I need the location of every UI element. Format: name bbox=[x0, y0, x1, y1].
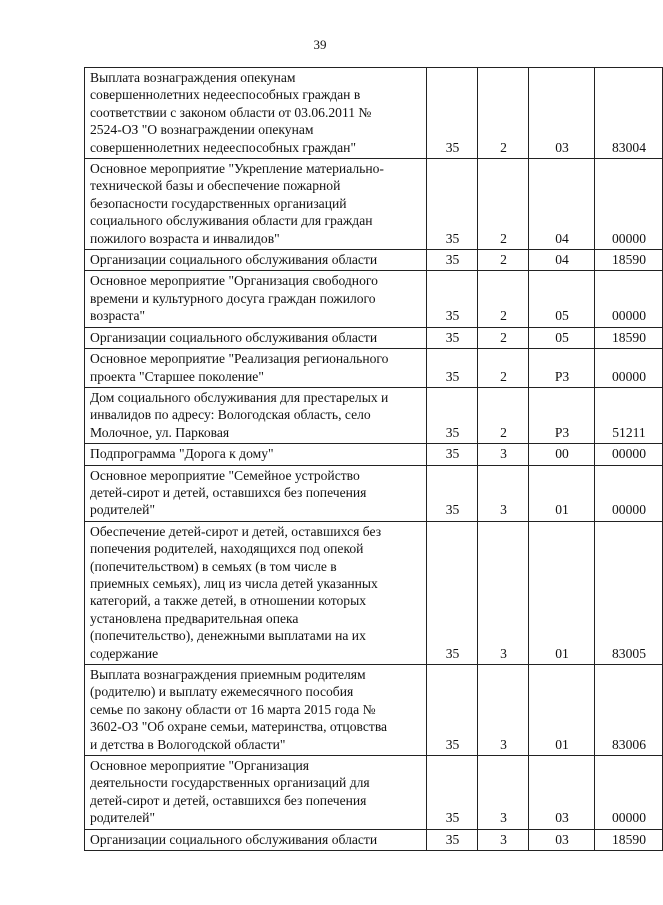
row-code-c1: 35 bbox=[427, 68, 478, 159]
row-name-cell bbox=[85, 829, 427, 850]
row-name-cell bbox=[85, 68, 427, 159]
row-code-c1: 35 bbox=[427, 387, 478, 443]
table-row bbox=[85, 250, 663, 271]
row-code-c4: 00000 bbox=[595, 444, 663, 465]
row-name-text: Выплата вознаграждения приемным родителям (родителю) и выплату ежемесячного пособия семье по закону области от 16 марта 2015 года № 3602-ОЗ "Об охране семьи, материнства, отцовства и детства в Вологодской области" bbox=[90, 667, 388, 752]
row-code-c1: 35 bbox=[427, 271, 478, 327]
row-name-text: Организации социального обслуживания области bbox=[90, 329, 378, 345]
row-name-cell bbox=[85, 159, 427, 250]
table-row bbox=[85, 665, 663, 756]
table-row bbox=[85, 387, 663, 443]
row-code-c2: 3 bbox=[478, 665, 529, 756]
row-code-c4: 00000 bbox=[595, 159, 663, 250]
row-code-c2: 3 bbox=[478, 756, 529, 830]
row-code-c1: 35 bbox=[427, 465, 478, 521]
row-code-c4: 00000 bbox=[595, 271, 663, 327]
row-name-text: Основное мероприятие "Организация деятельности государственных организаций для детей-сирот и детей, оставшихся без попечения родителей" bbox=[90, 758, 370, 826]
row-code-c2: 3 bbox=[478, 444, 529, 465]
row-code-c4: 83006 bbox=[595, 665, 663, 756]
row-name-text: Основное мероприятие "Укрепление материально- технической базы и обеспечение пожарной безопасности государственных организаций социального обслуживания области для граждан пожилого возраста и инвалидов" bbox=[90, 161, 384, 246]
row-code-c1: 35 bbox=[427, 159, 478, 250]
row-name-text: Дом социального обслуживания для престарелых и инвалидов по адресу: Вологодская область, село Молочное, ул. Парковая bbox=[90, 389, 389, 440]
row-code-c2: 2 bbox=[478, 349, 529, 388]
row-code-c1: 35 bbox=[427, 665, 478, 756]
table-row bbox=[85, 349, 663, 388]
row-code-c3: 05 bbox=[529, 271, 595, 327]
row-code-c3: 03 bbox=[529, 829, 595, 850]
row-code-c4: 18590 bbox=[595, 327, 663, 348]
table-row bbox=[85, 444, 663, 465]
row-name-cell bbox=[85, 271, 427, 327]
row-name-text: Организации социального обслуживания области bbox=[90, 831, 378, 847]
row-code-c4: 00000 bbox=[595, 756, 663, 830]
row-code-c3: 01 bbox=[529, 521, 595, 664]
table-row bbox=[85, 271, 663, 327]
row-code-c4: 18590 bbox=[595, 829, 663, 850]
row-code-c1: 35 bbox=[427, 444, 478, 465]
row-code-c3: 01 bbox=[529, 665, 595, 756]
row-code-c2: 2 bbox=[478, 159, 529, 250]
row-code-c2: 2 bbox=[478, 387, 529, 443]
row-name-text: Организации социального обслуживания области bbox=[90, 252, 378, 268]
row-code-c4: 00000 bbox=[595, 349, 663, 388]
row-code-c3: Р3 bbox=[529, 349, 595, 388]
row-code-c3: Р3 bbox=[529, 387, 595, 443]
row-code-c4: 51211 bbox=[595, 387, 663, 443]
row-code-c2: 2 bbox=[478, 327, 529, 348]
budget-classification-table bbox=[84, 67, 663, 851]
page-number: 39 bbox=[313, 37, 327, 52]
table-row bbox=[85, 465, 663, 521]
row-code-c2: 2 bbox=[478, 68, 529, 159]
row-code-c3: 05 bbox=[529, 327, 595, 348]
row-code-c1: 35 bbox=[427, 756, 478, 830]
row-code-c4: 00000 bbox=[595, 465, 663, 521]
table-row bbox=[85, 159, 663, 250]
row-name-text: Основное мероприятие "Семейное устройство детей-сирот и детей, оставшихся без попечения родителей" bbox=[90, 467, 367, 518]
row-name-cell bbox=[85, 327, 427, 348]
row-name-cell bbox=[85, 444, 427, 465]
row-code-c1: 35 bbox=[427, 521, 478, 664]
row-code-c3: 00 bbox=[529, 444, 595, 465]
row-code-c4: 83004 bbox=[595, 68, 663, 159]
row-code-c2: 2 bbox=[478, 271, 529, 327]
table-body bbox=[85, 68, 663, 851]
table-row bbox=[85, 68, 663, 159]
row-code-c2: 2 bbox=[478, 250, 529, 271]
row-name-cell bbox=[85, 387, 427, 443]
row-code-c4: 18590 bbox=[595, 250, 663, 271]
row-name-cell bbox=[85, 349, 427, 388]
row-name-cell bbox=[85, 521, 427, 664]
row-name-cell bbox=[85, 465, 427, 521]
row-code-c2: 3 bbox=[478, 829, 529, 850]
row-name-cell bbox=[85, 756, 427, 830]
row-code-c1: 35 bbox=[427, 829, 478, 850]
row-name-text: Выплата вознаграждения опекунам совершеннолетних недееспособных граждан в соответствии с законом области от 03.06.2011 № 2524-ОЗ "О вознаграждении опекунам совершеннолетних недееспособных граждан" bbox=[90, 70, 372, 155]
table-row bbox=[85, 327, 663, 348]
row-name-text: Обеспечение детей-сирот и детей, оставшихся без попечения родителей, находящихся под опекой (попечительством) в семьях (в том числе в приемных семьях), лиц из числа детей указанных категорий, а также детей, в отношении которых установлена предварительная опека (попечительство), денежными выплатами на их содержание bbox=[90, 523, 382, 661]
row-name-text: Подпрограмма "Дорога к дому" bbox=[90, 446, 274, 462]
row-code-c4: 83005 bbox=[595, 521, 663, 664]
table-row bbox=[85, 521, 663, 664]
row-code-c3: 04 bbox=[529, 250, 595, 271]
row-name-text: Основное мероприятие "Организация свободного времени и культурного досуга граждан пожилого возраста" bbox=[90, 273, 378, 324]
row-code-c1: 35 bbox=[427, 327, 478, 348]
table-row bbox=[85, 829, 663, 850]
row-code-c1: 35 bbox=[427, 250, 478, 271]
table-row bbox=[85, 756, 663, 830]
row-code-c2: 3 bbox=[478, 465, 529, 521]
row-name-text: Основное мероприятие "Реализация регионального проекта "Старшее поколение" bbox=[90, 351, 389, 384]
row-code-c1: 35 bbox=[427, 349, 478, 388]
row-code-c3: 04 bbox=[529, 159, 595, 250]
row-code-c2: 3 bbox=[478, 521, 529, 664]
row-name-cell bbox=[85, 665, 427, 756]
row-code-c3: 03 bbox=[529, 756, 595, 830]
row-name-cell bbox=[85, 250, 427, 271]
row-code-c3: 01 bbox=[529, 465, 595, 521]
row-code-c3: 03 bbox=[529, 68, 595, 159]
